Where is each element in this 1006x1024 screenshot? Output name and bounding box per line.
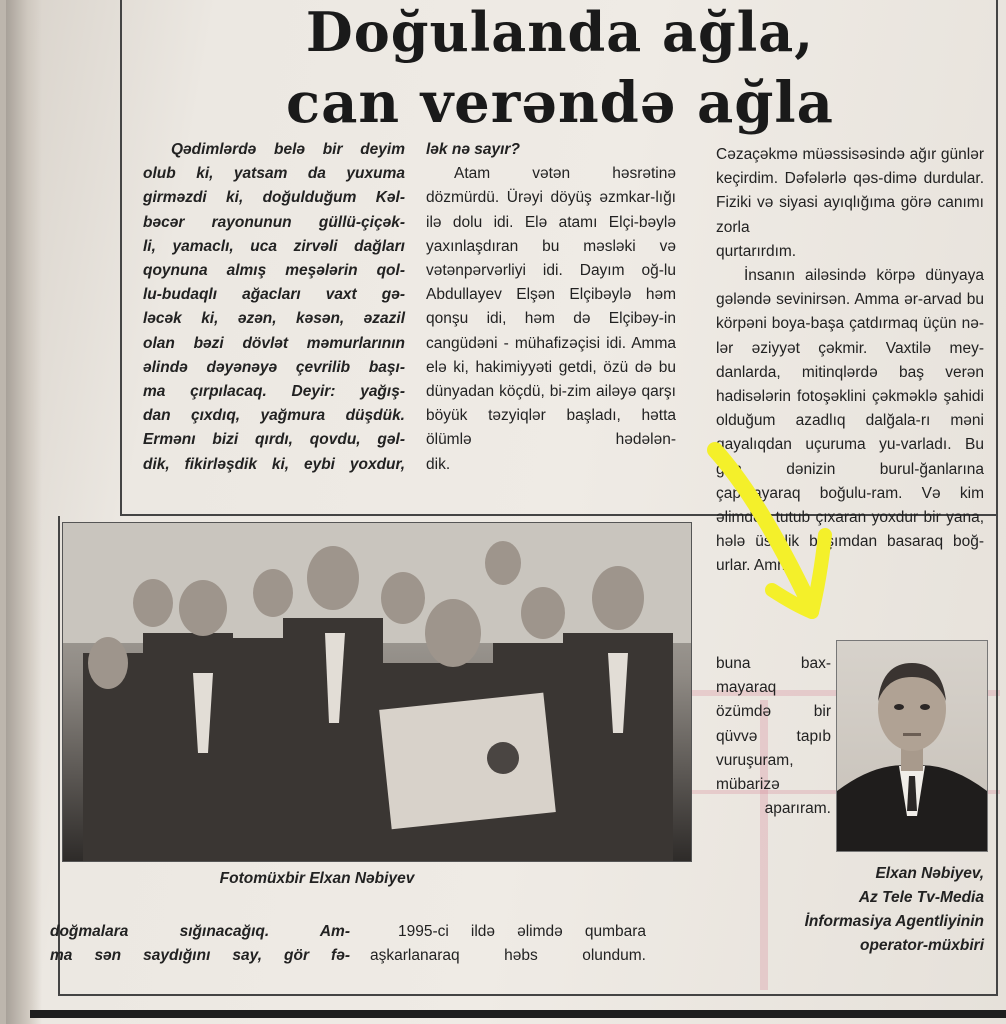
column-1-line: dan çıxdıq, yağmura düşdük. [143,407,405,425]
column-4-line: doğmalara sığınacağıq. Am- [50,923,350,940]
narrow-line: qüvvə tapıb [716,727,831,745]
column-2-lead: lək nə sayır? [426,141,520,158]
column-5-line: aşkarlanaraq həbs olundum. [370,947,646,965]
photo-caption: Fotomüxbir Elxan Nəbiyev [219,870,415,887]
column-1-line: əlində dəyənəyə çevrilib başı- [143,358,405,376]
article-column-3-narrow [716,652,831,821]
column-3-paragraph-1-tail: qurtarırdım. [716,242,797,260]
column-1-line: lu-budaqlı ağacları vaxt gə- [143,286,405,304]
author-credit [684,862,984,958]
column-5-line: 1995-ci ildə əlimdə qumbara [398,923,646,940]
credit-line: operator-müxbiri [859,937,984,954]
page-fold-shadow [6,0,42,1024]
article-column-2 [426,138,676,477]
column-2-body: Atam vətən həsrətinə dözmürdü. Ürəyi döyüş əzmkar-lığı ilə dolu idi. Elə atamı Elçi-bəylə yaxınlaşdıran bu məsləki və vətənpərvərliyi idi. Dayım oğ-lu Abdullayev Elşən Elçibəylə həm qonşu idi, həm də Elçibəy-in cangüdəni - mühafizəçisi idi. Amma elə ki, hakimiyyəti getdi, özü də bu dünyadan köçdü, bi-zim ailəyə qarşı böyük təzyiqlər başladı, hətta ölümlə hədələn- [426,165,676,449]
group-photo [62,522,692,862]
narrow-line: aparıram. [764,800,831,818]
credit-line: İnformasiya Agentliyinin [804,913,984,930]
credit-name: Elxan Nəbiyev, [875,865,984,882]
column-1-line: ma çırpılacaq. Deyir: yağış- [143,383,405,401]
column-4-line: ma sən saydığını say, gör fə- [50,947,350,965]
narrow-line: vuruşuram, [716,751,794,769]
column-1-line: dik, fikirləşdik ki, eybi yoxdur, [143,455,405,473]
narrow-line: mübarizə [716,776,780,794]
column-3-paragraph-2: İnsanın ailəsində körpə dünyaya gələndə sevinirsən. Amma ər-arvad bu körpəni boya-başa çatdırmaq üçün nə-lər əziyyət çəkmir. Vaxtilə mey-danlarda, mitinqlərdə baş verən hadisələrin fotoşəklini çəkməklə şahidi olduğum azadlıq dalğala-rı məni qayalıqdan uçuruma yu-varladı. Bu gün dənizin burul-ğanlarına çapalayaraq boğulu-ram. Və kim əlimdən tutub çıxaran yoxdur bir yana, hələ üstəlik başımdan basaraq boğ- [716,267,984,551]
narrow-line: buna bax- [716,655,831,672]
page-footer-rule [30,1010,1006,1018]
narrow-line: mayaraq [716,679,777,697]
author-portrait [836,640,988,852]
column-1-line: Ermənı bizi qırdı, qovdu, gəl- [143,431,405,449]
headline-line-1: Doğulanda ağla, [305,0,815,64]
column-1-line: qoynuna almış meşələrin qol- [143,262,405,280]
column-1-line: Qədimlərdə belə bir deyim [171,141,405,158]
bottom-rule [58,994,998,996]
article-column-4 [50,920,350,968]
column-3-paragraph-2-tail: urlar. Amma [716,557,799,575]
highlighter-arrow-icon [700,440,850,630]
headline-line-2: can verəndə ağla [286,70,834,136]
portrait-illustration [837,641,987,851]
article-column-5 [370,920,646,968]
group-photo-illustration [63,523,691,861]
article-column-1 [143,138,405,477]
column-1-line: olub ki, yatsam da yuxuma [143,165,405,183]
column-2-tail: dik. [426,455,451,473]
column-3-paragraph-1: Cəzaçəkmə müəssisəsində ağır günlər keçirdim. Dəfələrlə qəs-dimə durdular. Fiziki və siyasi ayıqlığıma görə canımı zorla [716,146,984,236]
credit-line: Az Tele Tv-Media [858,889,984,906]
column-1-line: li, yamaclı, uca zirvəli dağları [143,237,405,255]
column-1-line: bəcər rayonunun güllü-çiçək- [143,213,405,231]
narrow-line: özümdə bir [716,703,831,721]
column-1-line: girməzdi ki, doğulduğum Kəl- [143,189,405,207]
column-1-line: ləcək ki, əzən, kəsən, əzazil [143,310,405,328]
column-1-line: olan bəzi dövlət məmurlarının [143,334,405,352]
